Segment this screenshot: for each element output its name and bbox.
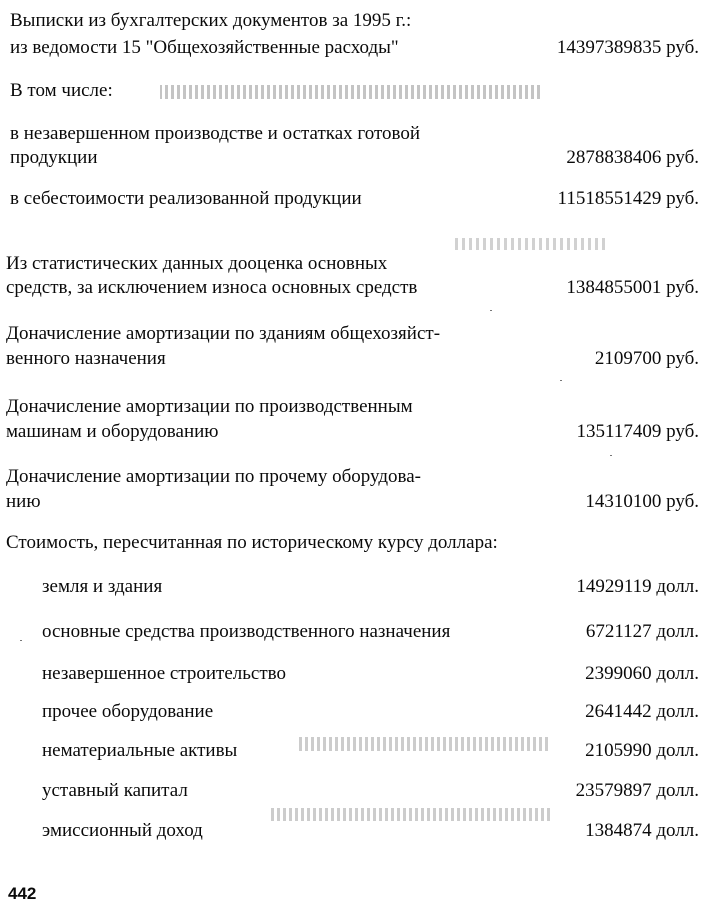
historical-item-value: 6721127 долл. bbox=[585, 621, 699, 642]
including-item-value: 11518551429 руб. bbox=[557, 188, 699, 209]
stat-item-label: Доначисление амортизации по производственным bbox=[6, 396, 413, 417]
stat-item-label: Из статистических данных дооценка основных bbox=[6, 253, 388, 274]
historical-heading: Стоимость, пересчитанная по историческому курсу доллара: bbox=[6, 532, 498, 553]
including-item-label: в себестоимости реализованной продукции bbox=[10, 188, 362, 209]
stat-item-label: венного назначения bbox=[6, 348, 166, 369]
stat-item-label: средств, за исключением износа основных средств bbox=[6, 277, 418, 298]
including-item-label: в незавершенном производстве и остатках готовой bbox=[10, 123, 421, 144]
historical-item-label: уставный капитал bbox=[42, 780, 188, 801]
scan-speck bbox=[490, 310, 492, 311]
historical-item-label: нематериальные активы bbox=[42, 740, 238, 761]
stat-item-label: нию bbox=[6, 491, 41, 512]
bleed-through-artifact bbox=[298, 737, 548, 751]
bleed-through-artifact bbox=[270, 808, 550, 821]
page-number: 442 bbox=[8, 884, 37, 903]
header-title: Выписки из бухгалтерских документов за 1995 г.: bbox=[10, 10, 412, 31]
scan-speck bbox=[610, 455, 612, 456]
general-expenses-value: 14397389835 руб. bbox=[556, 37, 699, 58]
historical-item-value: 1384874 долл. bbox=[585, 820, 699, 841]
historical-item-label: прочее оборудование bbox=[42, 701, 214, 722]
historical-item-label: эмиссионный доход bbox=[42, 820, 203, 841]
historical-item-value: 23579897 долл. bbox=[575, 780, 699, 801]
historical-item-value: 14929119 долл. bbox=[576, 576, 699, 597]
stat-item-label: машинам и оборудованию bbox=[6, 421, 219, 442]
stat-item-value: 2109700 руб. bbox=[594, 348, 699, 369]
historical-item-label: основные средства производственного назначения bbox=[42, 621, 451, 642]
general-expenses-label: из ведомости 15 "Общехозяйственные расходы" bbox=[10, 37, 399, 58]
including-item-label: продукции bbox=[10, 147, 98, 168]
historical-item-value: 2641442 долл. bbox=[585, 701, 699, 722]
stat-item-value: 14310100 руб. bbox=[585, 491, 699, 512]
stat-item-label: Доначисление амортизации по зданиям общехозяйст- bbox=[6, 323, 441, 344]
stat-item-value: 135117409 руб. bbox=[576, 421, 699, 442]
historical-item-value: 2105990 долл. bbox=[585, 740, 699, 761]
bleed-through-artifact bbox=[455, 238, 605, 250]
including-item-value: 2878838406 руб. bbox=[566, 147, 699, 168]
bleed-through-artifact bbox=[160, 85, 540, 99]
historical-item-value: 2399060 долл. bbox=[585, 663, 699, 684]
including-label: В том числе: bbox=[10, 80, 113, 101]
historical-item-label: земля и здания bbox=[42, 576, 163, 597]
stat-item-label: Доначисление амортизации по прочему оборудова- bbox=[6, 466, 421, 487]
scan-speck bbox=[560, 380, 562, 381]
stat-item-value: 1384855001 руб. bbox=[566, 277, 699, 298]
scan-speck bbox=[20, 640, 22, 641]
historical-item-label: незавершенное строительство bbox=[42, 663, 286, 684]
